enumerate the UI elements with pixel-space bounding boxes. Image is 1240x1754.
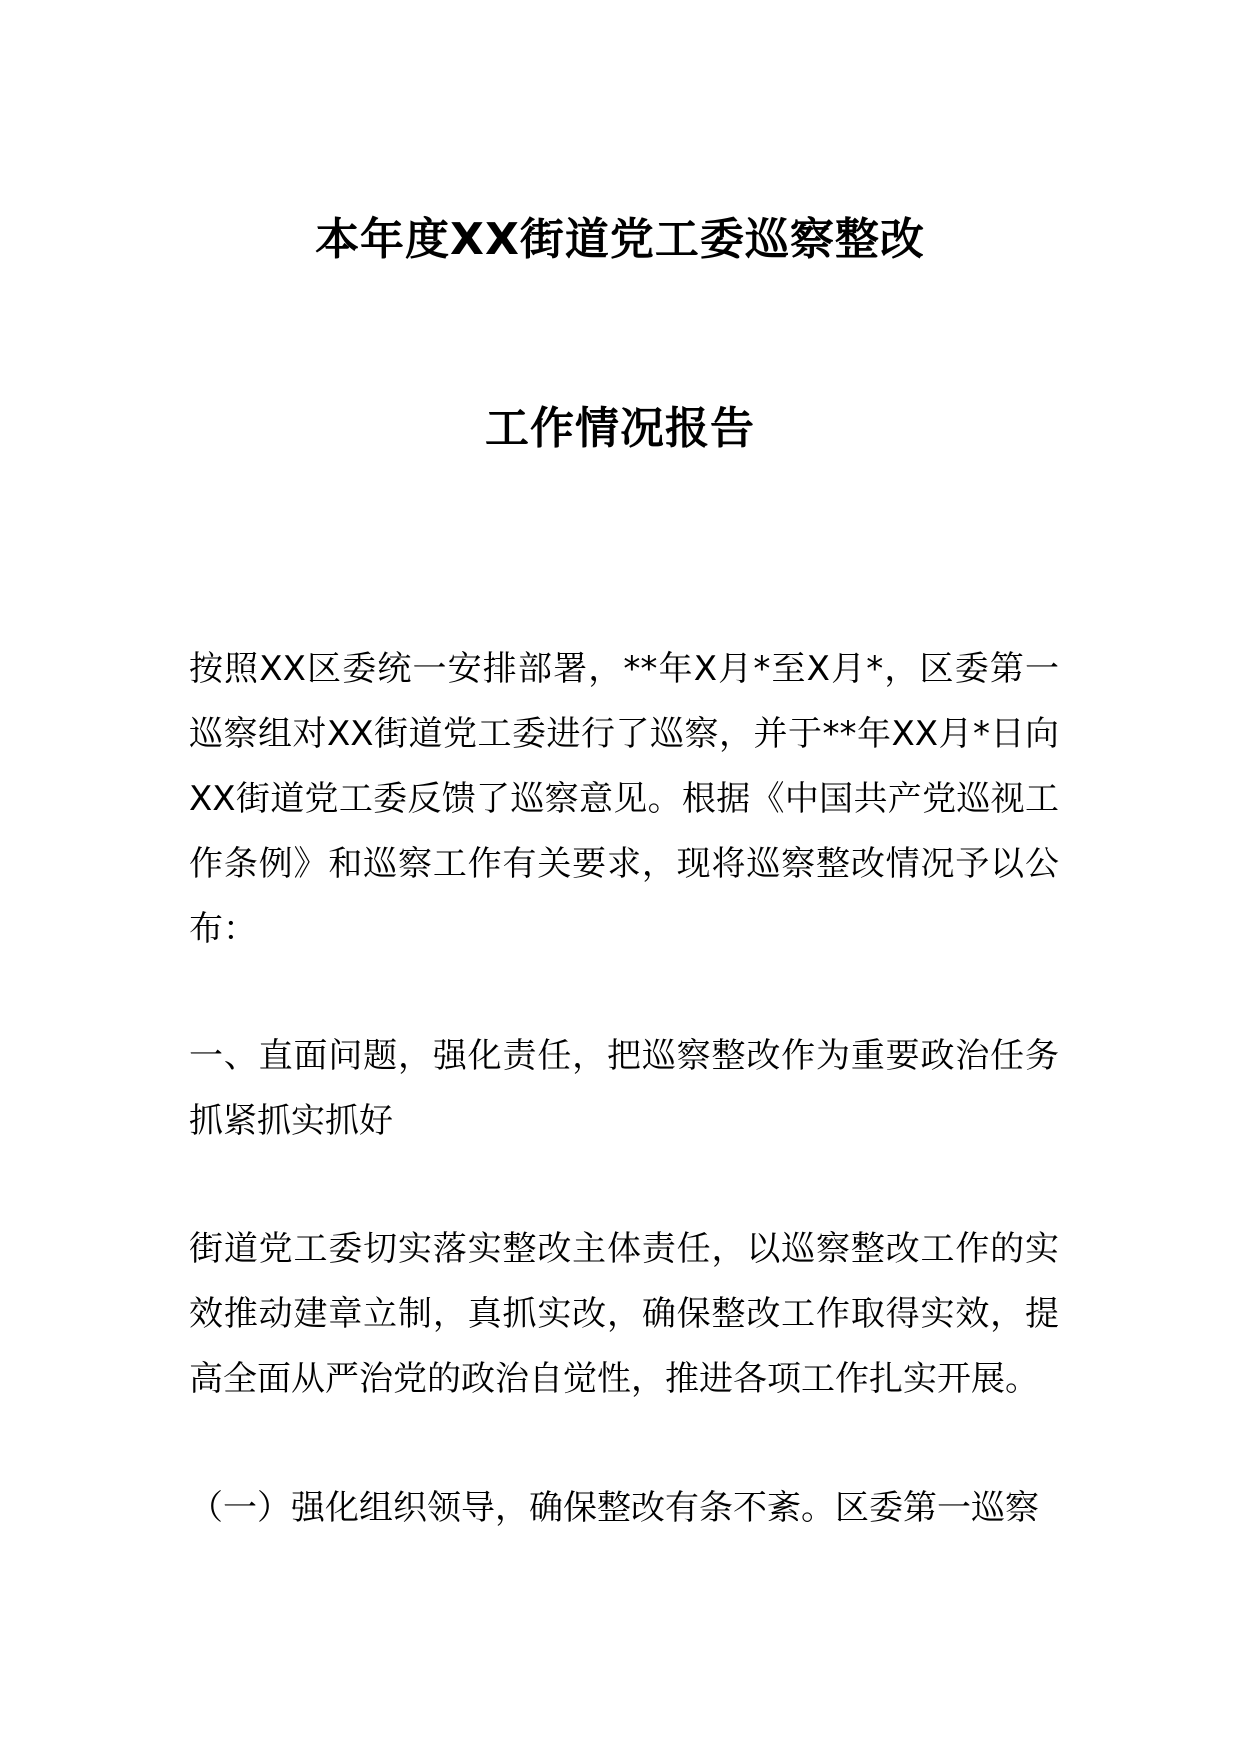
intro-paragraph: 按照XX区委统一安排部署，**年X月*至X月*，区委第一巡察组对XX街道党工委进行了巡察，并于**年XX月*日向XX街道党工委反馈了巡察意见。根据《中国共产党巡视工作条例》和巡察工作有关要求，现将巡察整改情况予以公布： — [189, 649, 1059, 949]
document-title-line-2: 工作情况报告 — [485, 403, 755, 454]
subsection-1-paragraph: （一）强化组织领导，确保整改有条不紊。区委第一巡察 — [189, 1488, 1039, 1528]
section-1-body-paragraph: 街道党工委切实落实整改主体责任，以巡察整改工作的实效推动建章立制，真抓实改，确保整改工作取得实效，提高全面从严治党的政治自觉性，推进各项工作扎实开展。 — [189, 1229, 1059, 1399]
document-title-line-1: 本年度XX街道党工委巡察整改 — [315, 214, 925, 265]
section-heading-1: 一、直面问题，强化责任，把巡察整改作为重要政治任务抓紧抓实抓好 — [189, 1036, 1059, 1141]
